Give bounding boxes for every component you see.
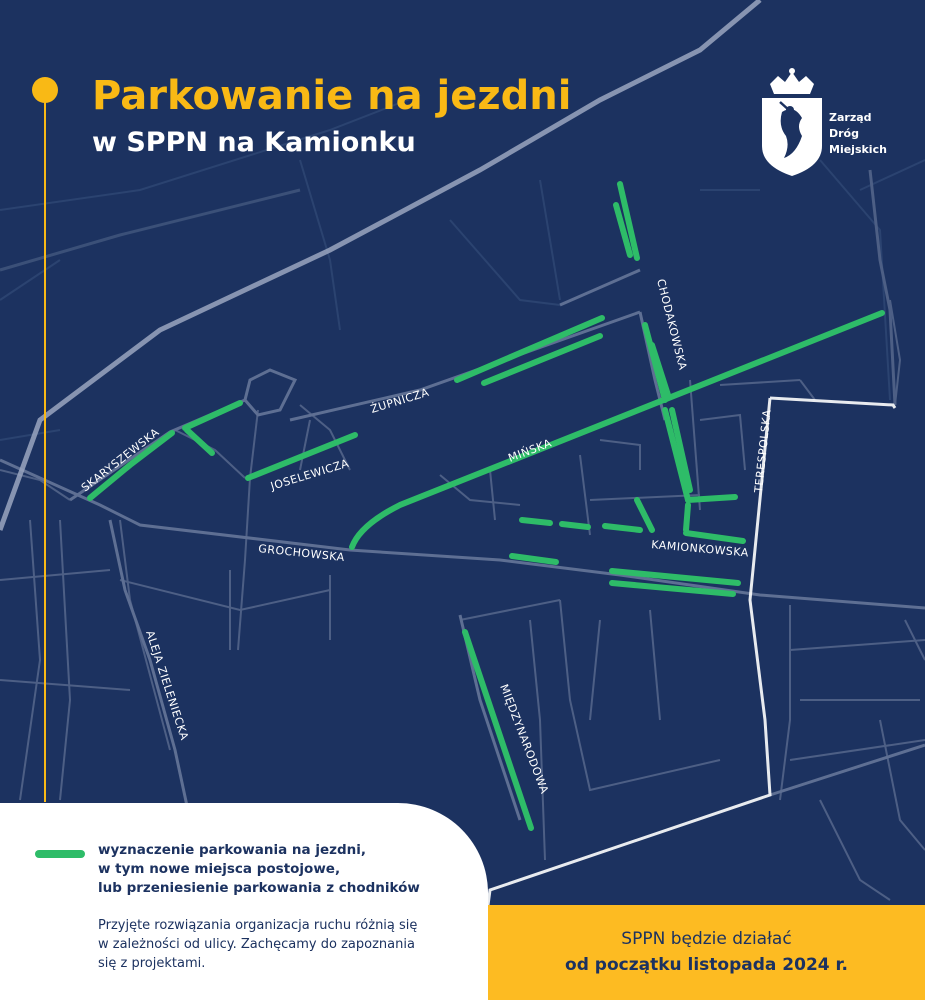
label-chodakowska: CHODAKOWSKA bbox=[654, 277, 690, 372]
page-title: Parkowanie na jezdni bbox=[92, 73, 572, 119]
note-line: w zależności od ulicy. Zachęcamy do zapoznania bbox=[98, 937, 415, 952]
parking-kamionkowska-dash-3 bbox=[605, 526, 640, 530]
label-skaryszewska: SKARYSZEWSKA bbox=[78, 425, 162, 495]
label-zupnicza: ŻUPNICZA bbox=[369, 385, 431, 416]
note-line: Przyjęte rozwiązania organizacja ruchu różnią się bbox=[98, 918, 418, 933]
label-aleja-zieleniecka: ALEJA ZIELENIECKA bbox=[143, 628, 191, 742]
parking-skaryszewska-side bbox=[187, 430, 212, 453]
label-grochowska: GROCHOWSKA bbox=[257, 542, 346, 565]
legend-line: wyznaczenie parkowania na jezdni, bbox=[98, 842, 367, 858]
legend-line: lub przeniesienie parkowania z chodników bbox=[98, 880, 420, 896]
legend-panel bbox=[0, 803, 488, 1000]
start-date-line: SPPN będzie działać bbox=[621, 929, 792, 949]
parking-segments bbox=[90, 184, 882, 828]
timeline-line bbox=[44, 90, 46, 802]
parking-kamionkowska-dash-2 bbox=[562, 524, 588, 527]
timeline-dot bbox=[32, 77, 58, 103]
street-labels bbox=[79, 278, 774, 796]
parking-chodakowska-end bbox=[688, 497, 735, 500]
parking-kamionkowska bbox=[686, 533, 743, 541]
legend-text bbox=[98, 841, 468, 898]
parking-kamionkowska-link bbox=[686, 505, 688, 530]
label-minska: MIŃSKA bbox=[506, 436, 554, 465]
logo-line: Dróg bbox=[829, 127, 859, 140]
parking-skaryszewska-link bbox=[185, 403, 240, 428]
logo-line: Zarząd bbox=[829, 111, 872, 124]
legend-swatch bbox=[35, 850, 85, 858]
parking-kamionkowska-dash-1 bbox=[522, 520, 550, 523]
label-joselewicza: JOSELEWICZA bbox=[269, 456, 351, 493]
south-avenue bbox=[770, 745, 925, 795]
start-date-highlight: od początku listopada 2024 r. bbox=[565, 955, 848, 975]
label-kamionkowska: KAMIONKOWSKA bbox=[650, 538, 750, 560]
parking-minska bbox=[352, 313, 882, 547]
page-subtitle: w SPPN na Kamionku bbox=[92, 127, 416, 158]
start-date-box bbox=[488, 905, 925, 1000]
label-miedzynarodowa: MIĘDZYNARODOWA bbox=[497, 682, 552, 796]
zdm-logo-text bbox=[829, 110, 887, 158]
legend-line: w tym nowe miejsca postojowe, bbox=[98, 861, 341, 877]
label-terespolska: TERESPOLSKA bbox=[752, 408, 774, 494]
warsaw-coat-of-arms-icon bbox=[762, 68, 822, 176]
parking-kamionkowska-dash-4 bbox=[637, 500, 652, 530]
legend-note bbox=[98, 916, 468, 973]
note-line: się z projektami. bbox=[98, 956, 206, 971]
logo-line: Miejskich bbox=[829, 143, 887, 156]
parking-zupnicza-1 bbox=[457, 318, 602, 380]
